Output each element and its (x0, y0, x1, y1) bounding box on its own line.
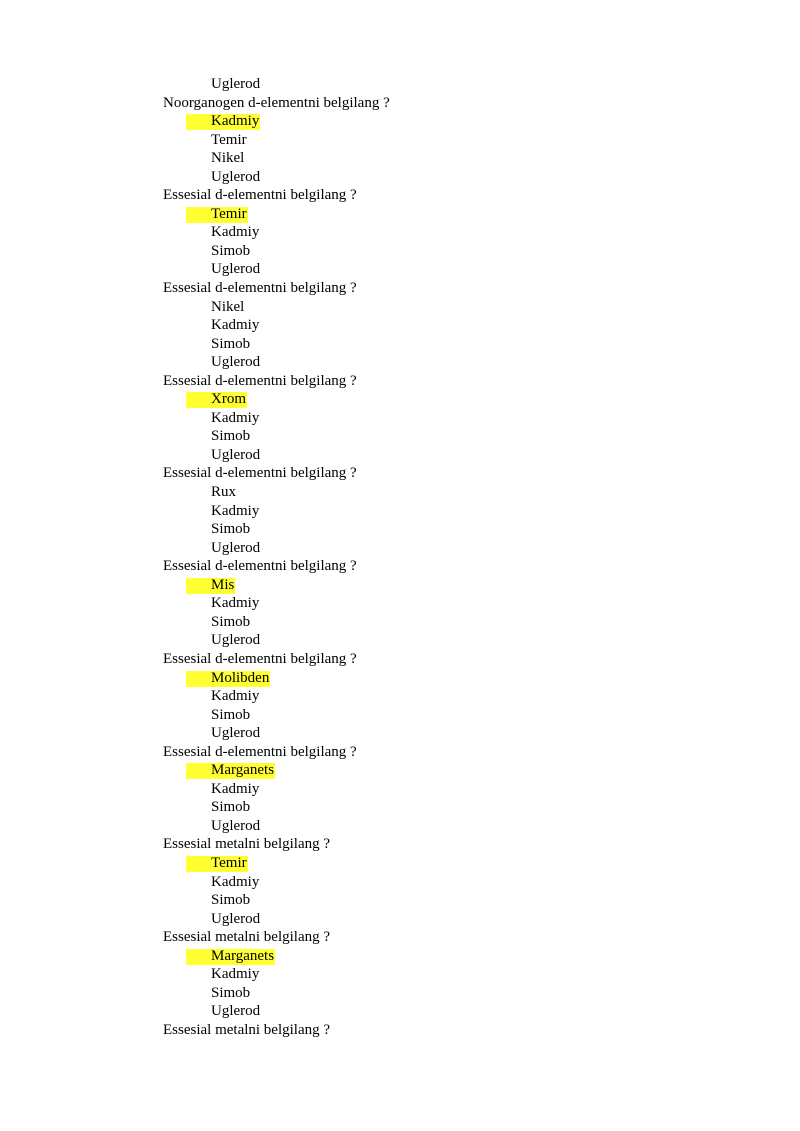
option-text: Simob (211, 335, 251, 352)
answer-option (0, 242, 800, 261)
answer-option (0, 409, 800, 428)
option-text: Kadmiy (211, 688, 260, 705)
option-text: Kadmiy (211, 224, 260, 241)
question-text: Essesial metalni belgilang ? (163, 929, 331, 946)
answer-option (0, 613, 800, 632)
option-text: Simob (211, 892, 251, 909)
correct-answer-text: Temir (211, 205, 247, 222)
answer-option (0, 817, 800, 836)
correct-answer-text: Temir (211, 854, 247, 871)
option-text: Kadmiy (211, 502, 260, 519)
option-text: Uglerod (211, 168, 261, 185)
question-text: Essesial metalni belgilang ? (163, 836, 331, 853)
option-text: Kadmiy (211, 966, 260, 983)
option-text: Uglerod (211, 1003, 261, 1020)
answer-option (0, 669, 800, 688)
answer-option (0, 112, 800, 131)
option-text: Uglerod (211, 539, 261, 556)
correct-answer-text: Xrom (211, 391, 246, 408)
answer-option (0, 335, 800, 354)
option-text: Nikel (211, 150, 245, 167)
option-text: Uglerod (211, 725, 261, 742)
correct-answer-text: Kadmiy (211, 113, 260, 130)
option-text: Uglerod (211, 632, 261, 649)
question-text: Essesial metalni belgilang ? (163, 1021, 331, 1038)
option-text: Simob (211, 799, 251, 816)
answer-option (0, 594, 800, 613)
answer-option (0, 687, 800, 706)
correct-answer-text: Molibden (211, 669, 270, 686)
question-text: Essesial d-elementni belgilang ? (163, 558, 357, 575)
answer-option (0, 780, 800, 799)
answer-option (0, 149, 800, 168)
option-text: Uglerod (211, 354, 261, 371)
answer-option (0, 520, 800, 539)
answer-option (0, 539, 800, 558)
answer-option (0, 502, 800, 521)
option-text: Uglerod (211, 910, 261, 927)
question-text: Essesial d-elementni belgilang ? (163, 187, 357, 204)
answer-option (0, 724, 800, 743)
answer-option (0, 706, 800, 725)
question-text: Essesial d-elementni belgilang ? (163, 650, 357, 667)
answer-option (0, 75, 800, 94)
answer-option (0, 131, 800, 150)
option-text: Uglerod (211, 446, 261, 463)
document-page (0, 75, 800, 1039)
answer-option (0, 854, 800, 873)
question-text: Essesial d-elementni belgilang ? (163, 372, 357, 389)
answer-option (0, 205, 800, 224)
answer-option (0, 316, 800, 335)
answer-option (0, 984, 800, 1003)
answer-option (0, 576, 800, 595)
answer-option (0, 1002, 800, 1021)
option-text: Kadmiy (211, 409, 260, 426)
answer-option (0, 446, 800, 465)
option-text: Simob (211, 242, 251, 259)
option-text: Simob (211, 521, 251, 538)
question-text: Essesial d-elementni belgilang ? (163, 465, 357, 482)
answer-option (0, 298, 800, 317)
answer-option (0, 947, 800, 966)
question-text: Essesial d-elementni belgilang ? (163, 280, 357, 297)
answer-option (0, 631, 800, 650)
option-text: Rux (211, 484, 237, 501)
answer-option (0, 483, 800, 502)
option-text: Uglerod (211, 261, 261, 278)
option-text: Simob (211, 984, 251, 1001)
answer-option (0, 260, 800, 279)
option-text: Simob (211, 706, 251, 723)
correct-answer-text: Marganets (211, 947, 275, 964)
answer-option (0, 223, 800, 242)
option-text: Simob (211, 428, 251, 445)
correct-answer-text: Marganets (211, 762, 275, 779)
answer-option (0, 873, 800, 892)
answer-option (0, 910, 800, 929)
option-text: Kadmiy (211, 780, 260, 797)
answer-option (0, 390, 800, 409)
option-text: Kadmiy (211, 873, 260, 890)
question-text: Essesial d-elementni belgilang ? (163, 743, 357, 760)
option-text: Nikel (211, 298, 245, 315)
option-text: Simob (211, 613, 251, 630)
answer-option (0, 427, 800, 446)
answer-option (0, 891, 800, 910)
answer-option (0, 168, 800, 187)
option-text: Uglerod (211, 817, 261, 834)
answer-option (0, 353, 800, 372)
option-text: Kadmiy (211, 317, 260, 334)
answer-option (0, 798, 800, 817)
option-text: Temir (211, 131, 247, 148)
correct-answer-text: Mis (211, 576, 235, 593)
question-text: Noorganogen d-elementni belgilang ? (163, 94, 390, 111)
option-text: Uglerod (211, 76, 261, 92)
answer-option (0, 965, 800, 984)
answer-option (0, 761, 800, 780)
option-text: Kadmiy (211, 595, 260, 612)
